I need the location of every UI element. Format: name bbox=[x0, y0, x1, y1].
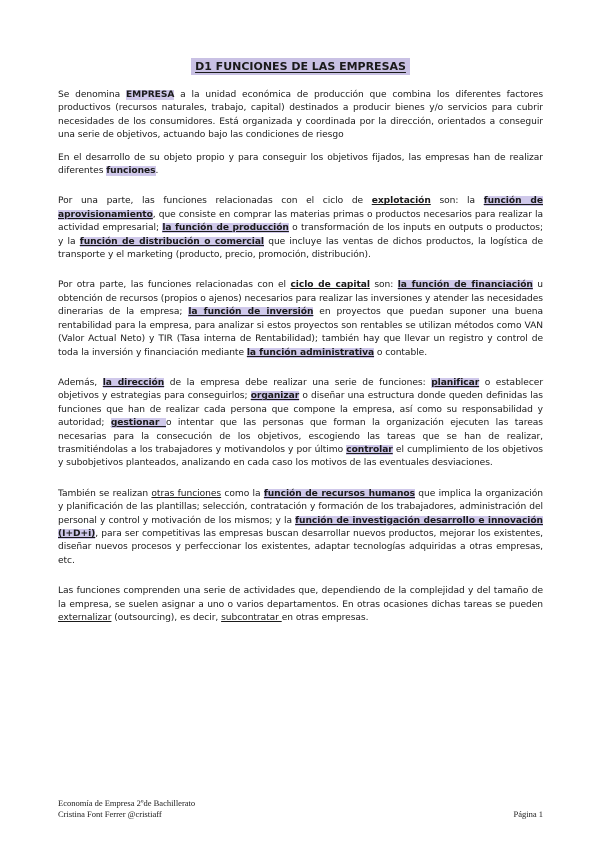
keyword-explotacion: explotación bbox=[371, 196, 431, 207]
text: o contable. bbox=[374, 347, 428, 358]
paragraph-ciclo-capital bbox=[58, 279, 543, 359]
keyword-ciclo-capital: ciclo de capital bbox=[290, 280, 370, 291]
text: que implica la organización y planificación de las plantillas; selección, contratación y formación de los trabajadores, administración del personal y control y motivación de los mismos; y la bbox=[58, 488, 544, 526]
document-page bbox=[58, 55, 543, 634]
keyword-controlar: controlar bbox=[346, 444, 393, 455]
text: Por una parte, las funciones relacionadas con el ciclo de bbox=[58, 196, 372, 207]
text: Por otra parte, las funciones relacionadas con el bbox=[58, 280, 291, 291]
text: Se denomina bbox=[58, 90, 126, 100]
keyword-produccion: la función de producción bbox=[162, 223, 289, 234]
paragraph-direccion bbox=[58, 377, 543, 471]
text: o transformación de los inputs en outputs o productos; y la bbox=[58, 223, 543, 247]
text: o intentar que las personas que forman la organización ejecuten las tareas necesarias para la consecución de los objetivos, escogiendo las tareas que se han de realizar, trasmitiéndolas a los trabajadores y motivandolos y por último bbox=[58, 418, 543, 455]
footer-course: Economía de Empresa 2ºde Bachillerato bbox=[58, 798, 196, 808]
text: u obtención de recursos (propios o ajenos) necesarios para realizar las inversiones y atender las necesidades dinerarias de la empresa; bbox=[58, 280, 543, 318]
paragraph-empresa bbox=[58, 89, 543, 143]
keyword-distribucion: función de distribución o comercial bbox=[79, 236, 264, 247]
text: a la unidad económica de producción que combina los diferentes factores productivos (recursos naturales, trabajo, capital) destinados a producir bienes y/o servicios para cubrir necesidades de los consumidores. Está organizada y coordinada por la dirección, orientados a conseguir una serie de objetivos, actuando bajo las condiciones de riesgo bbox=[58, 90, 544, 141]
footer-author: Cristina Font Ferrer @cristiaff bbox=[58, 809, 162, 819]
keyword-empresa: EMPRESA bbox=[125, 90, 175, 100]
keyword-otras-funciones: otras funciones bbox=[151, 488, 222, 499]
text: . bbox=[155, 166, 159, 177]
text: como la bbox=[221, 488, 264, 499]
text: en otras empresas. bbox=[281, 613, 369, 623]
keyword-subcontratar: subcontratar bbox=[221, 613, 282, 623]
keyword-recursos-humanos: función de recursos humanos bbox=[263, 488, 415, 499]
page-number: Página 1 bbox=[513, 809, 543, 819]
text: También se realizan bbox=[58, 488, 152, 499]
text: En el desarrollo de su objeto propio y para conseguir los objetivos fijados, las empresas han de realizar diferentes bbox=[58, 152, 543, 177]
keyword-administrativa: la función administrativa bbox=[246, 347, 375, 358]
text: son: la bbox=[430, 196, 484, 207]
keyword-inversion: la función de inversión bbox=[188, 307, 314, 318]
keyword-idi: función de investigación desarrollo e innovación (I+D+i) bbox=[58, 515, 543, 539]
keyword-financiacion: la función de financiación bbox=[397, 280, 533, 291]
text: o establecer objetivos y estrategias para conseguirlos; bbox=[58, 377, 544, 402]
paragraph-funciones bbox=[58, 152, 543, 179]
text: Además, bbox=[58, 377, 103, 388]
text: en proyectos que puedan suponer una buena rentabilidad para la empresa, para analizar si estos proyectos son rentables se utilizan métodos como VAN (Valor Actual Neto) y TIR (Tasa interna de Rentabilidad); también hay que llevar un registro y control de toda la inversión y financiación mediante bbox=[58, 307, 543, 358]
page-footer bbox=[58, 798, 543, 820]
text: (outsourcing), es decir, bbox=[111, 613, 222, 623]
text: , que consiste en comprar las materias primas o productos necesarios para realizar la actividad empresarial; bbox=[58, 209, 543, 234]
text: de la empresa debe realizar una serie de funciones: bbox=[164, 377, 432, 388]
paragraph-ciclo-explotacion bbox=[58, 195, 543, 262]
keyword-externalizar: externalizar bbox=[58, 613, 112, 623]
paragraph-otras-funciones bbox=[58, 488, 543, 568]
document-title: D1 FUNCIONES DE LAS EMPRESAS bbox=[191, 58, 410, 75]
keyword-gestionar: gestionar bbox=[110, 418, 166, 429]
keyword-direccion: la dirección bbox=[102, 377, 165, 388]
text: o diseñar una estructura donde queden definidas las funciones que han de realizar cada persona que compone la empresa, así como su responsabilidad y autoridad; bbox=[58, 391, 543, 429]
text: el cumplimiento de los objetivos y subobjetivos planteados, analizando en cada caso los motivos de las eventuales desviaciones. bbox=[58, 444, 543, 469]
paragraph-externalizar bbox=[58, 585, 543, 625]
text: Las funciones comprenden una serie de actividades que, dependiendo de la complejidad y del tamaño de la empresa, se suelen asignar a uno o varios departamentos. En otras ocasiones dichas tareas se pueden bbox=[58, 586, 543, 610]
title-wrap bbox=[58, 55, 543, 75]
text: , para ser competitivas las empresas buscan desarrollar nuevos productos, mejorar los existentes, diseñar nuevos procesos y perfeccionar los existentes, adaptar tecnologías adquiridas a otras empresas, etc. bbox=[58, 528, 543, 566]
keyword-aprovisionamiento: función de aprovisionamiento bbox=[58, 196, 543, 220]
footer-row bbox=[58, 809, 543, 820]
keyword-funciones: funciones bbox=[106, 166, 156, 177]
keyword-planificar: planificar bbox=[431, 377, 480, 388]
keyword-organizar: organizar bbox=[250, 391, 300, 402]
text: son: bbox=[369, 280, 398, 291]
text: que incluye las ventas de dichos productos, la logística de transporte y el marketing (producto, precio, promoción, distribución). bbox=[58, 236, 543, 261]
